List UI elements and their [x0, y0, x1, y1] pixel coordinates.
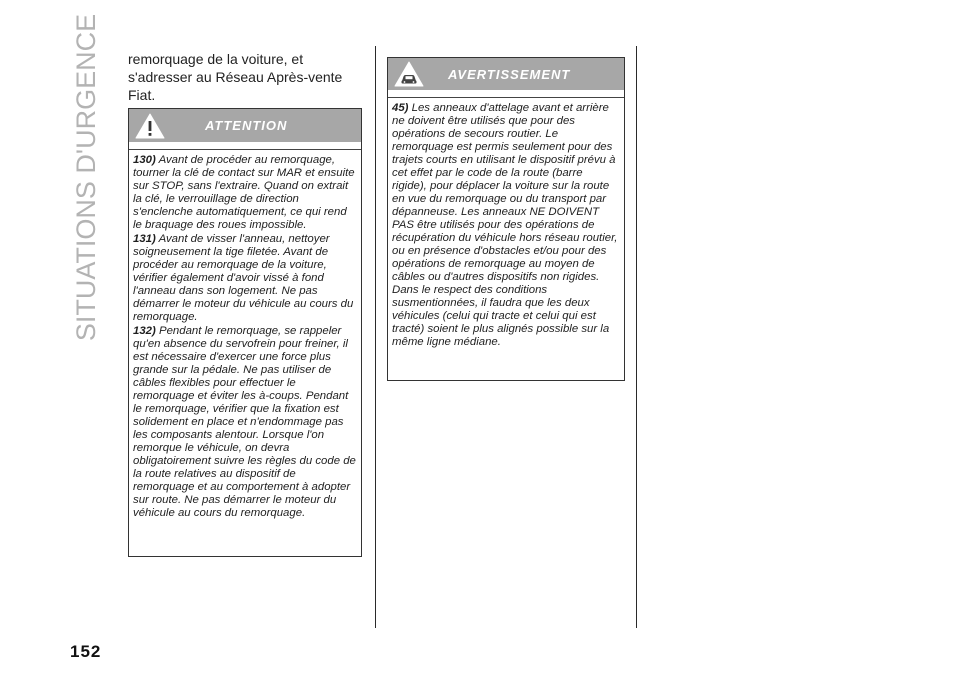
car-warning-icon: [394, 61, 424, 87]
section-side-title: [61, 13, 113, 341]
page-number: 152: [70, 642, 102, 661]
attention-body: [129, 149, 361, 556]
item-text: Avant de procéder au remorquage, tourner la clé de contact sur MAR et ensuite sur STOP, sans l'extraire. Quand on extrait la clé, le verrouillage de direction s'enclenche automatiquement, ce qui rend le braquage des roues impossible.: [133, 154, 355, 231]
attention-item: [133, 154, 357, 232]
item-number: 132): [133, 325, 156, 337]
attention-item: [133, 325, 357, 520]
item-number: 131): [133, 233, 156, 245]
attention-box: [128, 108, 362, 557]
item-text: Pendant le remorquage, se rappeler qu'en absence du servofrein pour freiner, il est nécessaire d'exercer une force plus grande sur la pédale. Ne pas utiliser de câbles flexibles pour effectuer le remorquage et éviter les à-coups. Pendant le remorquage, vérifier que la fixation est solidement en place et n'endommage pas les composants alentour. Lorsque l'on remorque le véhicule, on devra obligatoirement suivre les règles du code de la route relatives au dispositif de remorquage et au comportement à adopter sur route. Ne pas démarrer le moteur du véhicule au cours du remorquage.: [133, 325, 356, 519]
attention-title: ATTENTION: [205, 118, 288, 133]
section-side-title-text: SITUATIONS D'URGENCE: [71, 13, 102, 341]
item-text: Avant de visser l'anneau, nettoyer soigneusement la tige filetée. Avant de procéder au remorquage de la voiture, vérifier également d'avoir vissé à fond l'anneau dans son logement. Ne pas démarrer le moteur du véhicule au cours du remorquage.: [133, 233, 354, 323]
avertissement-title: AVERTISSEMENT: [448, 67, 571, 82]
avertissement-header: [388, 58, 624, 90]
column-divider-right: [636, 46, 637, 628]
item-number: 45): [392, 102, 409, 114]
avertissement-item: [392, 102, 620, 349]
avertissement-box: [387, 57, 625, 381]
intro-paragraph: remorquage de la voiture, et s'adresser au Réseau Après-vente Fiat.: [128, 51, 343, 103]
warning-triangle-icon: [135, 113, 165, 139]
attention-header: [129, 109, 361, 142]
item-text: Les anneaux d'attelage avant et arrière ne doivent être utilisés que pour des opérations de secours routier. Le remorquage est permis seulement pour des trajets courts en utilisant le dispositif prévu à cet effet par le code de la route (barre rigide), pour déplacer la voiture sur la route en vue du remorquage ou du transport par dépanneuse. Les anneaux NE DOIVENT PAS être utilisés pour des opérations de récupération du véhicule hors réseau routier, ou en présence d'obstacles et/ou pour des opérations de remorquage au moyen de câbles ou d'autres dispositifs non rigides. Dans le respect des conditions susmentionnées, il faudra que les deux véhicules (celui qui tracte et celui qui est tracté) soient le plus alignés possible sur la même ligne médiane.: [392, 102, 618, 348]
item-number: 130): [133, 154, 156, 166]
avertissement-body: [388, 97, 624, 380]
column-divider-left: [375, 46, 376, 628]
attention-item: [133, 233, 357, 324]
